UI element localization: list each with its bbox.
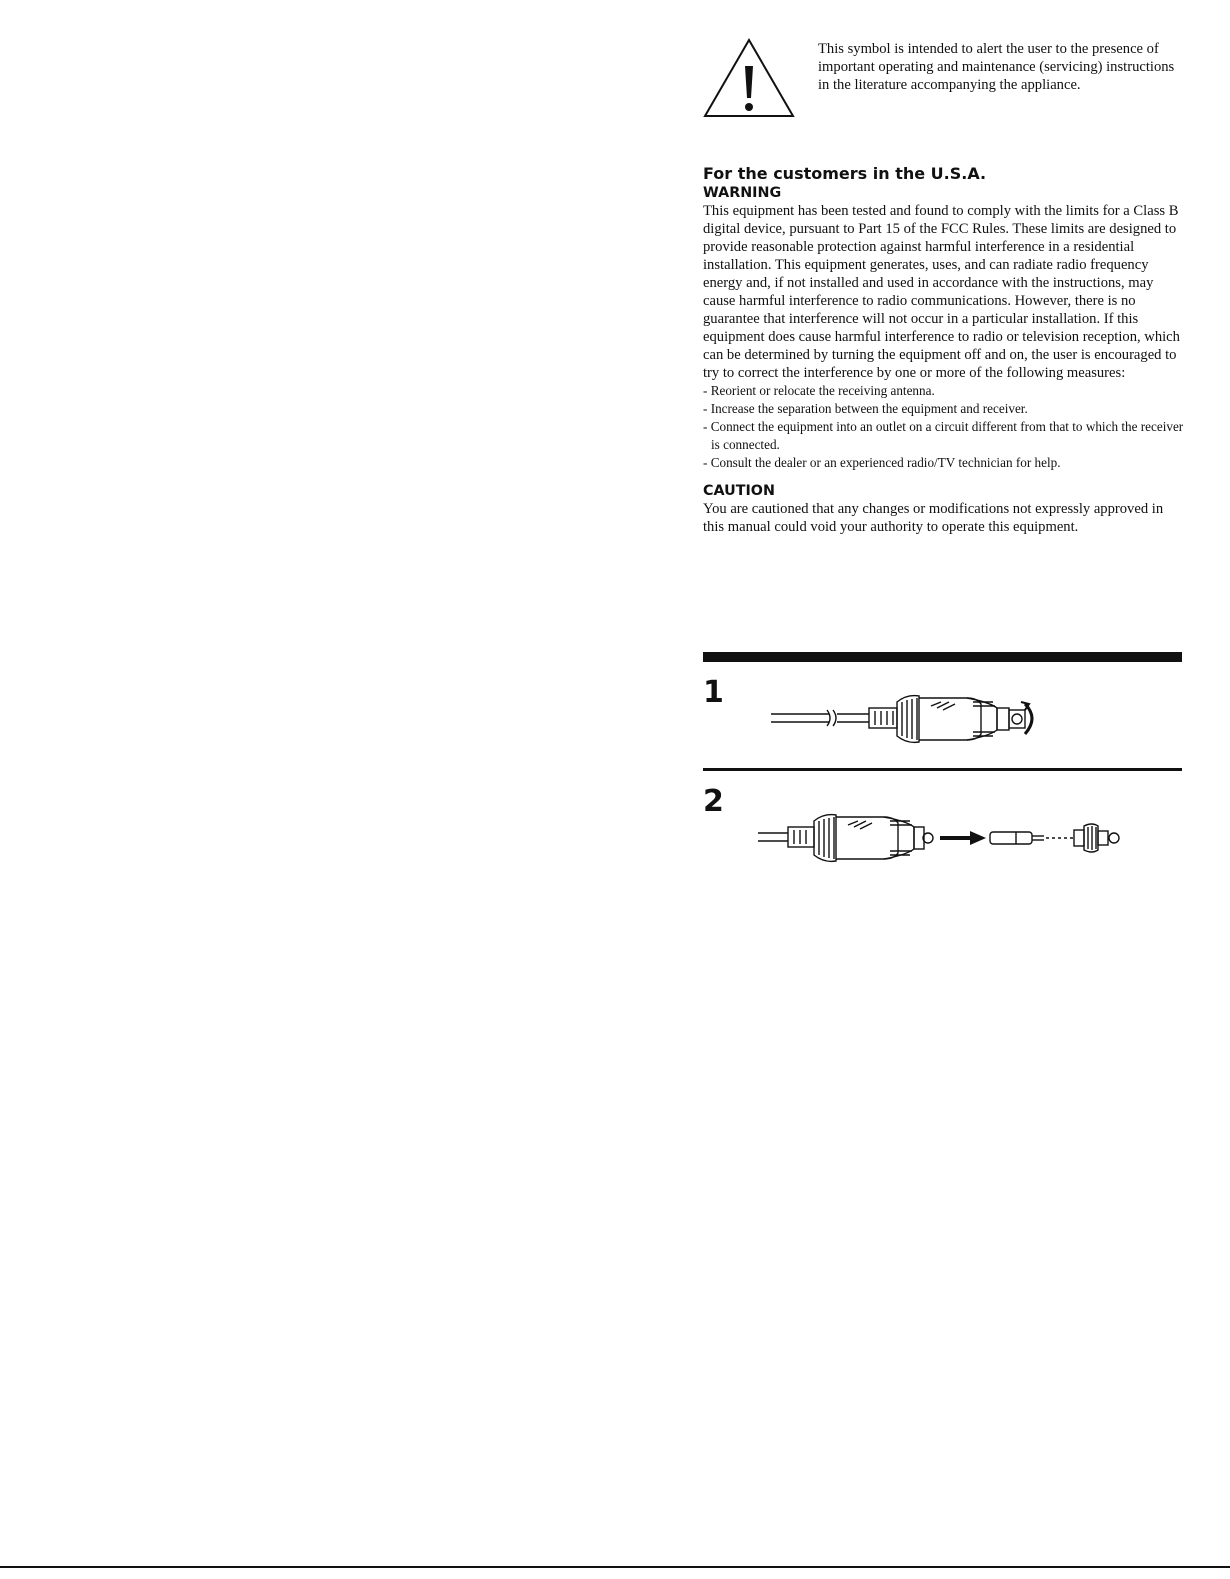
list-item: - Increase the separation between the equipment and receiver. [703, 401, 1028, 416]
step-1 [703, 662, 1182, 768]
step-number: 1 [703, 675, 724, 710]
step-2 [703, 771, 1182, 877]
notice-column [703, 30, 1185, 536]
list-item: - Connect the equipment into an outlet on a circuit different from that to which the receiver is connected. [703, 419, 1184, 452]
usa-heading: For the customers in the U.S.A. [703, 164, 987, 183]
caution-section [703, 482, 1185, 536]
step-divider [703, 652, 1182, 662]
list-item: - Consult the dealer or an experienced radio/TV technician for help. [703, 455, 1061, 470]
usa-section [703, 164, 1185, 472]
alert-text: This symbol is intended to alert the user to the presence of important operating and maintenance (servicing) instructions in the literature accompanying the appliance. [818, 41, 1175, 93]
alert-notice [703, 30, 1185, 130]
warning-title: WARNING [703, 185, 782, 201]
steps-panel [703, 652, 1182, 877]
plug-connect-icon [758, 811, 1128, 867]
caution-body: You are cautioned that any changes or modifications not expressly approved in this manual could void your authority to operate this equipment. [703, 501, 1164, 535]
step-number: 2 [703, 784, 724, 819]
list-item: - Reorient or relocate the receiving antenna. [703, 383, 935, 398]
caution-title: CAUTION [703, 483, 775, 499]
warning-triangle-icon [703, 36, 795, 120]
page-bottom-rule [0, 1566, 1230, 1568]
warning-body: This equipment has been tested and found to comply with the limits for a Class B digital device, pursuant to Part 15 of the FCC Rules. These limits are designed to provide reasonable protection against harmful interference in a residential installation. This equipment generates, uses, and can radiate radio frequency energy and, if not installed and used in accordance with the instructions, may cause harmful interference to radio communications. However, there is no guarantee that interference will not occur in a particular installation. If this equipment does cause harmful interference to radio or television reception, which can be determined by turning the equipment off and on, the user is encouraged to try to correct the interference by one or more of the following measures: [703, 203, 1180, 381]
plug-cap-icon [771, 684, 1061, 754]
measures-list [703, 382, 1185, 472]
